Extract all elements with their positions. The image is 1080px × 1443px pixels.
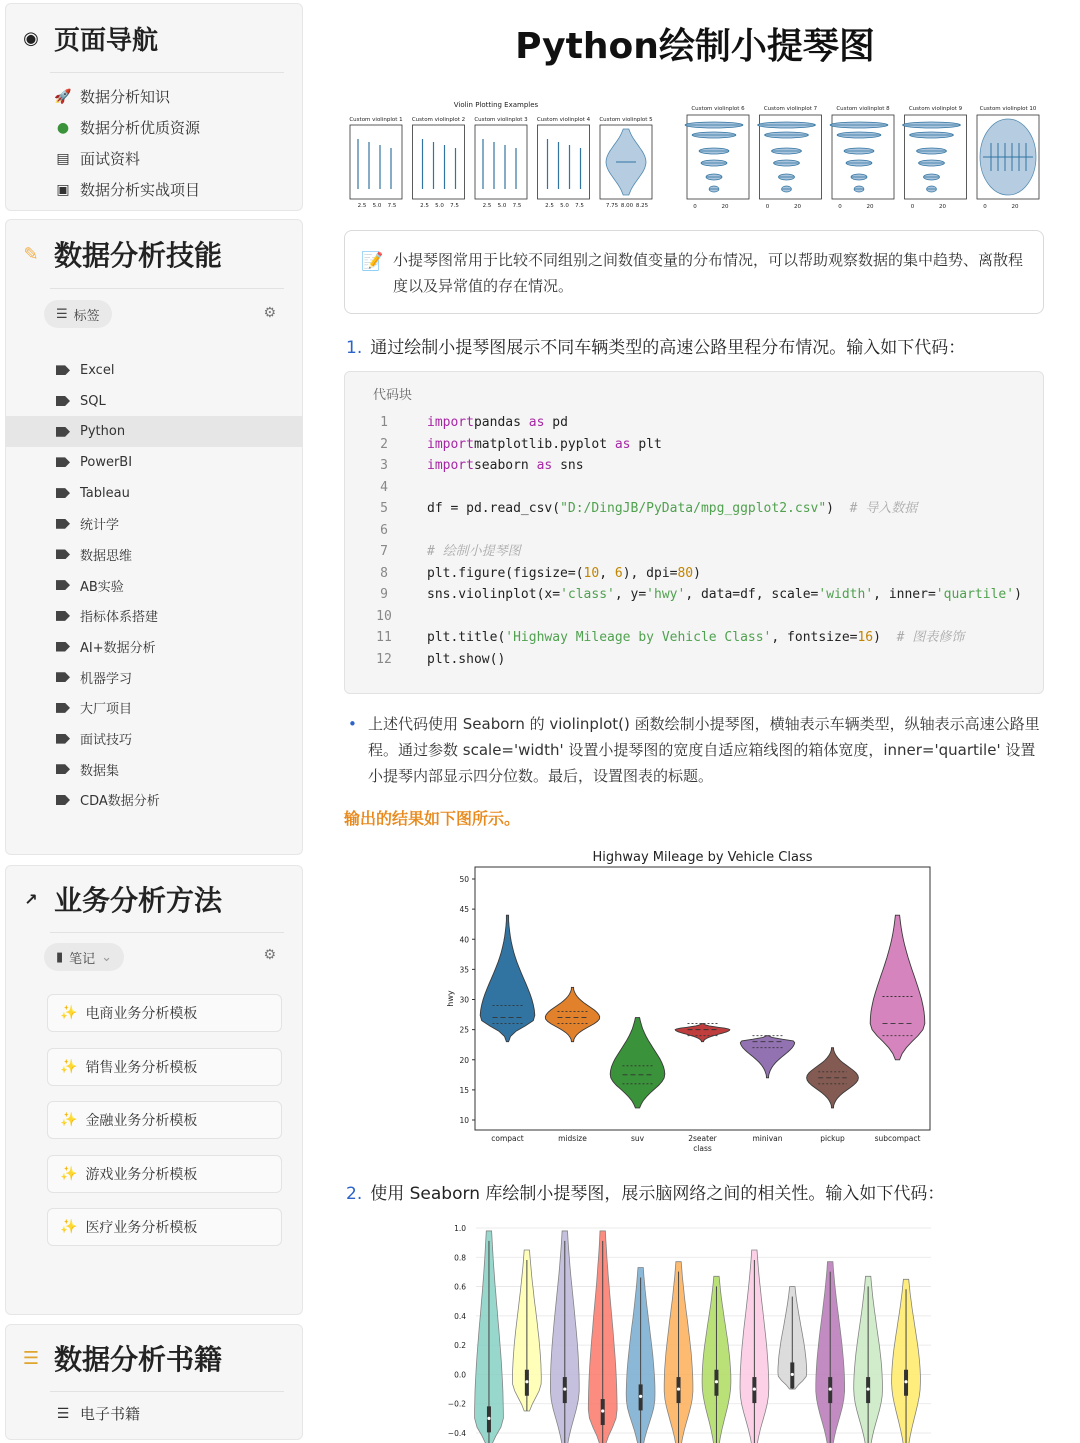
code-token: 'width' <box>818 587 874 602</box>
code-line <box>365 649 1022 671</box>
code-token: # 绘制小提琴图 <box>427 544 521 559</box>
code-line <box>365 541 1022 563</box>
code-token: 16 <box>857 630 874 645</box>
nav-item-label: 数据分析优质资源 <box>80 119 201 137</box>
tag-icon <box>56 734 70 744</box>
rocket-icon: 🚀 <box>54 88 72 105</box>
skill-label: 指标体系搭建 <box>80 610 159 626</box>
plot-frame <box>475 867 930 1130</box>
brain-network-violin-chart <box>440 1218 960 1443</box>
median-dot <box>829 1387 832 1390</box>
page-title: Python绘制小提琴图 <box>515 26 875 67</box>
tick-label: 2.5 <box>420 203 429 209</box>
code-token: "D:/DingJB/PyData/mpg_ggplot2.csv" <box>560 501 827 516</box>
code-token: matplotlib.pyplot <box>473 436 615 452</box>
sidebar <box>0 0 310 1443</box>
settings-icon[interactable]: ⚙ <box>263 305 276 321</box>
nav-item-label: 数据分析知识 <box>80 88 171 106</box>
tick-label: 15 <box>459 1085 469 1095</box>
code-token: import <box>427 436 474 452</box>
code-token: 'hwy' <box>646 587 686 602</box>
bullet-dot: • <box>348 715 357 733</box>
skill-label: AB实验 <box>80 579 124 595</box>
tick-label: 8.25 <box>635 203 649 209</box>
tick-label: 5.0 <box>560 203 569 209</box>
note-filter-pill[interactable] <box>44 943 124 971</box>
code-token: 80 <box>677 565 694 581</box>
tag-icon <box>56 580 70 590</box>
template-medical[interactable] <box>47 1208 282 1246</box>
code-token: df = pd.read_csv( <box>427 501 561 516</box>
tick-label: suv <box>630 1134 645 1143</box>
median-dot <box>563 1387 566 1390</box>
template-game[interactable] <box>47 1155 282 1193</box>
tag-icon <box>56 396 70 406</box>
tick-label: midsize <box>558 1134 587 1143</box>
code-token: import <box>427 415 474 430</box>
code-token: 'Highway Mileage by Vehicle Class' <box>505 630 772 645</box>
code-token: sns.violinplot(x= <box>427 587 561 602</box>
tag-icon <box>56 519 70 529</box>
template-label: 医疗业务分析模板 <box>85 1220 198 1236</box>
code-token: 'quartile' <box>935 587 1015 602</box>
tick-label: 50 <box>459 875 469 884</box>
nav-item-label: 面试资料 <box>80 150 141 168</box>
tag-icon <box>56 457 70 467</box>
tag-filter-pill[interactable] <box>44 300 112 328</box>
compass-icon: ◉ <box>23 27 39 49</box>
nav-item-label: 电子书籍 <box>80 1405 141 1423</box>
tick-label: −0.2 <box>447 1399 466 1409</box>
tick-label: 20 <box>1011 204 1019 210</box>
tick-label: 10 <box>459 1116 469 1125</box>
skill-item[interactable] <box>6 508 302 539</box>
code-line <box>365 520 1022 542</box>
code-token: # 图表修饰 <box>896 630 965 645</box>
skill-label: Tableau <box>80 485 130 501</box>
subplot-frame <box>538 125 590 199</box>
code-token: pandas <box>473 415 529 430</box>
nav-item-knowledge[interactable] <box>6 81 302 112</box>
magic-icon: ✨ <box>60 1219 78 1235</box>
tick-label: 0.8 <box>454 1253 466 1263</box>
subplot-title: Custom violinplot 6 <box>691 106 745 112</box>
tick-label: 20 <box>939 204 946 210</box>
tick-label: 7.5 <box>575 203 584 209</box>
subplot-title: Custom violinplot 2 <box>411 117 466 123</box>
magic-icon: ✨ <box>60 1005 78 1021</box>
bullet-paragraph <box>346 711 1046 789</box>
skill-label: 面试技巧 <box>80 733 133 749</box>
template-ecommerce[interactable] <box>47 994 282 1032</box>
subplot-title: Custom violinplot 8 <box>836 106 890 112</box>
skills-card-title: 数据分析技能 <box>54 239 223 272</box>
skill-label: Excel <box>80 362 115 378</box>
tick-label: 0.4 <box>454 1311 466 1321</box>
code-line <box>365 498 1022 520</box>
divider <box>50 1391 284 1392</box>
code-token: ) <box>873 630 897 645</box>
line-number: 7 <box>380 544 388 559</box>
checklist-icon: ☰ <box>22 1347 40 1369</box>
nav-item-ebooks[interactable] <box>6 1398 302 1429</box>
skill-item[interactable] <box>6 601 302 632</box>
code-token: ) <box>826 501 850 516</box>
median-dot <box>904 1380 907 1383</box>
result-heading: 输出的结果如下图所示。 <box>344 809 521 828</box>
skill-label: Python <box>80 424 126 440</box>
nav-item-resources[interactable] <box>6 112 302 143</box>
template-finance[interactable] <box>47 1101 282 1139</box>
tick-label: subcompact <box>874 1134 921 1143</box>
skill-item[interactable] <box>6 416 302 447</box>
code-token: sns <box>552 458 584 473</box>
tick-label: 5.0 <box>372 203 382 209</box>
chevron-down-icon: ⌄ <box>101 949 113 965</box>
subplot-frame <box>413 125 465 199</box>
skill-item[interactable] <box>6 723 302 754</box>
x-axis-label: class <box>693 1144 712 1153</box>
books-card <box>5 1324 303 1440</box>
step-number: 1. <box>346 338 363 358</box>
code-token: plt.title( <box>427 630 506 645</box>
tick-label: 5.0 <box>497 203 507 209</box>
tick-label: compact <box>491 1134 524 1143</box>
line-number: 4 <box>380 479 388 495</box>
code-token: 10 <box>583 565 600 581</box>
median-dot <box>677 1387 680 1390</box>
nav-card <box>5 3 303 211</box>
violin-examples-figure <box>330 95 1060 215</box>
skill-item[interactable] <box>6 662 302 693</box>
skill-item[interactable] <box>6 447 302 478</box>
skill-item[interactable] <box>6 693 302 724</box>
skill-label: 机器学习 <box>80 671 133 687</box>
nav-list <box>6 73 302 205</box>
tick-label: minivan <box>752 1134 783 1143</box>
tick-label: pickup <box>820 1134 845 1143</box>
template-label: 销售业务分析模板 <box>85 1060 198 1076</box>
tick-label: 7.5 <box>512 203 522 209</box>
tick-label: 2seater <box>688 1134 717 1143</box>
code-caption: 代码块 <box>373 388 413 403</box>
tag-icon <box>56 795 70 805</box>
tick-label: 20 <box>459 1055 469 1065</box>
callout-note <box>344 230 1044 314</box>
chart-title: Highway Mileage by Vehicle Class <box>592 850 813 865</box>
line-number: 1 <box>380 415 388 430</box>
list-icon: ☰ <box>56 306 68 322</box>
tick-label: 0 <box>838 204 842 210</box>
skill-label: 统计学 <box>80 518 120 534</box>
code-line <box>365 584 1022 606</box>
tag-icon <box>56 365 70 375</box>
code-line <box>365 477 1022 499</box>
tag-icon <box>56 672 70 682</box>
code-token: , <box>599 565 615 581</box>
figure-title: Violin Plotting Examples <box>453 101 539 109</box>
code-token: plt.figure(figsize=( <box>427 565 584 581</box>
median-dot <box>639 1395 642 1398</box>
tick-label: 0 <box>765 204 770 210</box>
code-token: , data=df, scale= <box>685 587 819 602</box>
skill-item[interactable] <box>6 754 302 785</box>
code-token: import <box>427 458 474 473</box>
subplot-title: Custom violinplot 3 <box>474 117 528 123</box>
nav-item-label: 数据分析实战项目 <box>80 181 201 199</box>
business-card <box>5 865 303 1315</box>
code-token: as <box>536 458 553 473</box>
tick-label: 2.5 <box>482 203 492 209</box>
tick-label: 30 <box>459 995 469 1005</box>
code-line <box>365 606 1022 628</box>
code-content <box>365 412 1022 670</box>
code-line <box>365 563 1022 585</box>
tag-icon <box>56 642 70 652</box>
pill-label: 笔记 <box>69 951 96 967</box>
tick-label: 2.5 <box>545 203 554 209</box>
code-token: , y= <box>614 587 647 602</box>
code-block <box>344 371 1044 694</box>
skill-label: 数据集 <box>80 763 120 779</box>
line-number: 11 <box>376 630 392 645</box>
wand-icon: ↗ <box>24 889 38 909</box>
skill-label: SQL <box>80 393 106 409</box>
bullet-text: 上述代码使用 Seaborn 的 violinplot() 函数绘制小提琴图，横轴表示车辆类型，纵轴表示高速公路里程。通过参数 scale='width' 设置小提琴图的宽度自适应箱线图的箱体宽度，inner='quartile' 设置小提琴内部显示四分位数。最后，设置图表的标题。 <box>368 715 1040 785</box>
highway-mileage-violin-chart <box>440 842 960 1162</box>
tag-icon <box>56 703 70 713</box>
step-text: 通过绘制小提琴图展示不同车辆类型的高速公路里程分布情况。输入如下代码： <box>370 338 966 358</box>
line-number: 10 <box>376 608 392 624</box>
code-token: as <box>614 436 631 452</box>
template-label: 金融业务分析模板 <box>85 1113 198 1129</box>
tree-icon: ● <box>56 119 70 136</box>
tick-label: −0.4 <box>447 1429 466 1438</box>
subplot-title: Custom violinplot 7 <box>763 106 818 112</box>
code-token: as <box>528 415 545 430</box>
code-token: plt <box>630 436 662 452</box>
median-dot <box>715 1380 718 1383</box>
skill-item[interactable] <box>6 785 302 816</box>
code-token: seaborn <box>473 458 537 473</box>
tick-label: 7.75 <box>605 203 619 209</box>
median-dot <box>525 1380 528 1383</box>
code-token: ) <box>693 565 701 581</box>
skill-label: AI+数据分析 <box>80 641 156 657</box>
template-label: 游戏业务分析模板 <box>85 1167 198 1183</box>
checklist-icon: ☰ <box>56 1405 70 1422</box>
skill-item[interactable] <box>6 539 302 570</box>
tick-label: 8.00 <box>620 203 634 209</box>
skill-list <box>6 347 302 815</box>
y-axis-label: hwy <box>446 990 455 1007</box>
pencil-icon: ✎ <box>23 243 39 265</box>
tag-icon <box>56 549 70 559</box>
tick-label: 20 <box>721 204 729 210</box>
tick-label: 25 <box>459 1025 469 1035</box>
line-number: 12 <box>376 651 392 667</box>
median-dot <box>487 1417 490 1420</box>
median-dot <box>867 1387 870 1390</box>
skill-item[interactable] <box>6 478 302 509</box>
tick-label: 2.5 <box>357 203 367 209</box>
archive-icon: ▤ <box>56 150 70 167</box>
subplot-title: Custom violinplot 9 <box>908 106 963 112</box>
books-card-title: 数据分析书籍 <box>54 1343 223 1376</box>
tick-label: 20 <box>866 204 874 210</box>
save-icon: ▣ <box>56 181 70 198</box>
memo-icon: 📝 <box>361 251 384 272</box>
median-dot <box>791 1373 794 1376</box>
code-line <box>365 627 1022 649</box>
line-number: 5 <box>380 501 388 516</box>
tag-icon <box>56 764 70 774</box>
code-line <box>365 434 1022 456</box>
template-label: 电商业务分析模板 <box>85 1006 198 1022</box>
skill-label: CDA数据分析 <box>80 794 160 810</box>
skill-label: PowerBI <box>80 454 133 470</box>
code-line <box>365 412 1022 434</box>
tag-icon <box>56 611 70 621</box>
tick-label: 0.6 <box>454 1282 466 1292</box>
code-token: plt.show() <box>427 651 506 667</box>
code-token: # 导入数据 <box>849 501 918 516</box>
tick-label: 0.0 <box>454 1370 466 1380</box>
tick-label: 35 <box>459 965 469 975</box>
skill-item[interactable] <box>6 631 302 662</box>
tick-label: 20 <box>794 204 801 210</box>
code-line <box>365 455 1022 477</box>
skill-item[interactable] <box>6 386 302 417</box>
subplot-title: Custom violinplot 5 <box>599 117 653 123</box>
skill-label: 数据思维 <box>80 548 133 564</box>
step-1-heading <box>346 333 965 358</box>
subplot-title: Custom violinplot 1 <box>349 117 403 123</box>
code-token: , inner= <box>873 587 936 602</box>
magic-icon: ✨ <box>60 1059 78 1075</box>
step-text: 使用 Seaborn 库绘制小提琴图，展示脑网络之间的相关性。输入如下代码： <box>370 1184 945 1204</box>
tick-label: 7.5 <box>450 203 459 209</box>
line-number: 3 <box>380 458 388 473</box>
line-number: 2 <box>380 436 388 452</box>
tick-label: 45 <box>459 905 469 915</box>
median-dot <box>601 1409 604 1412</box>
code-token: , fontsize= <box>771 630 858 645</box>
code-token: pd <box>544 415 568 430</box>
tick-label: 1.0 <box>454 1224 466 1233</box>
tick-label: 0 <box>983 204 987 210</box>
subplot-title: Custom violinplot 4 <box>536 117 591 123</box>
code-token: 'class' <box>560 587 615 602</box>
median-dot <box>753 1387 756 1390</box>
skills-card <box>5 219 303 855</box>
tick-label: 7.5 <box>387 203 397 209</box>
nav-item-projects[interactable] <box>6 174 302 205</box>
skill-item[interactable] <box>6 355 302 386</box>
step-2-heading <box>346 1179 944 1204</box>
line-number: 6 <box>380 522 388 538</box>
tick-label: 40 <box>459 935 469 945</box>
tag-icon <box>56 488 70 498</box>
tag-icon <box>56 427 70 437</box>
tick-label: 5.0 <box>435 203 444 209</box>
tick-label: 0 <box>910 204 915 210</box>
code-token: ) <box>1014 587 1022 602</box>
nav-card-title: 页面导航 <box>54 25 159 56</box>
step-number: 2. <box>346 1184 363 1204</box>
note-text: 小提琴图常用于比较不同组别之间数值变量的分布情况，可以帮助观察数据的集中趋势、离散程度以及异常值的存在情况。 <box>393 251 1024 295</box>
magic-icon: ✨ <box>60 1166 78 1182</box>
settings-icon[interactable]: ⚙ <box>263 947 276 963</box>
nav-item-interview[interactable] <box>6 143 302 174</box>
code-token: 6 <box>614 565 623 581</box>
business-card-title: 业务分析方法 <box>54 884 223 917</box>
template-sales[interactable] <box>47 1048 282 1086</box>
skill-item[interactable] <box>6 570 302 601</box>
line-number: 9 <box>380 587 388 602</box>
subplot-title: Custom violinplot 10 <box>979 106 1037 112</box>
magic-icon: ✨ <box>60 1112 78 1128</box>
tick-label: 0.2 <box>454 1341 466 1351</box>
line-number: 8 <box>380 565 388 581</box>
code-token: ), dpi= <box>622 565 678 581</box>
pill-label: 标签 <box>73 308 100 324</box>
note-icon: ▮ <box>56 949 64 965</box>
tick-label: 0 <box>693 204 697 210</box>
skill-label: 大厂项目 <box>80 702 133 718</box>
